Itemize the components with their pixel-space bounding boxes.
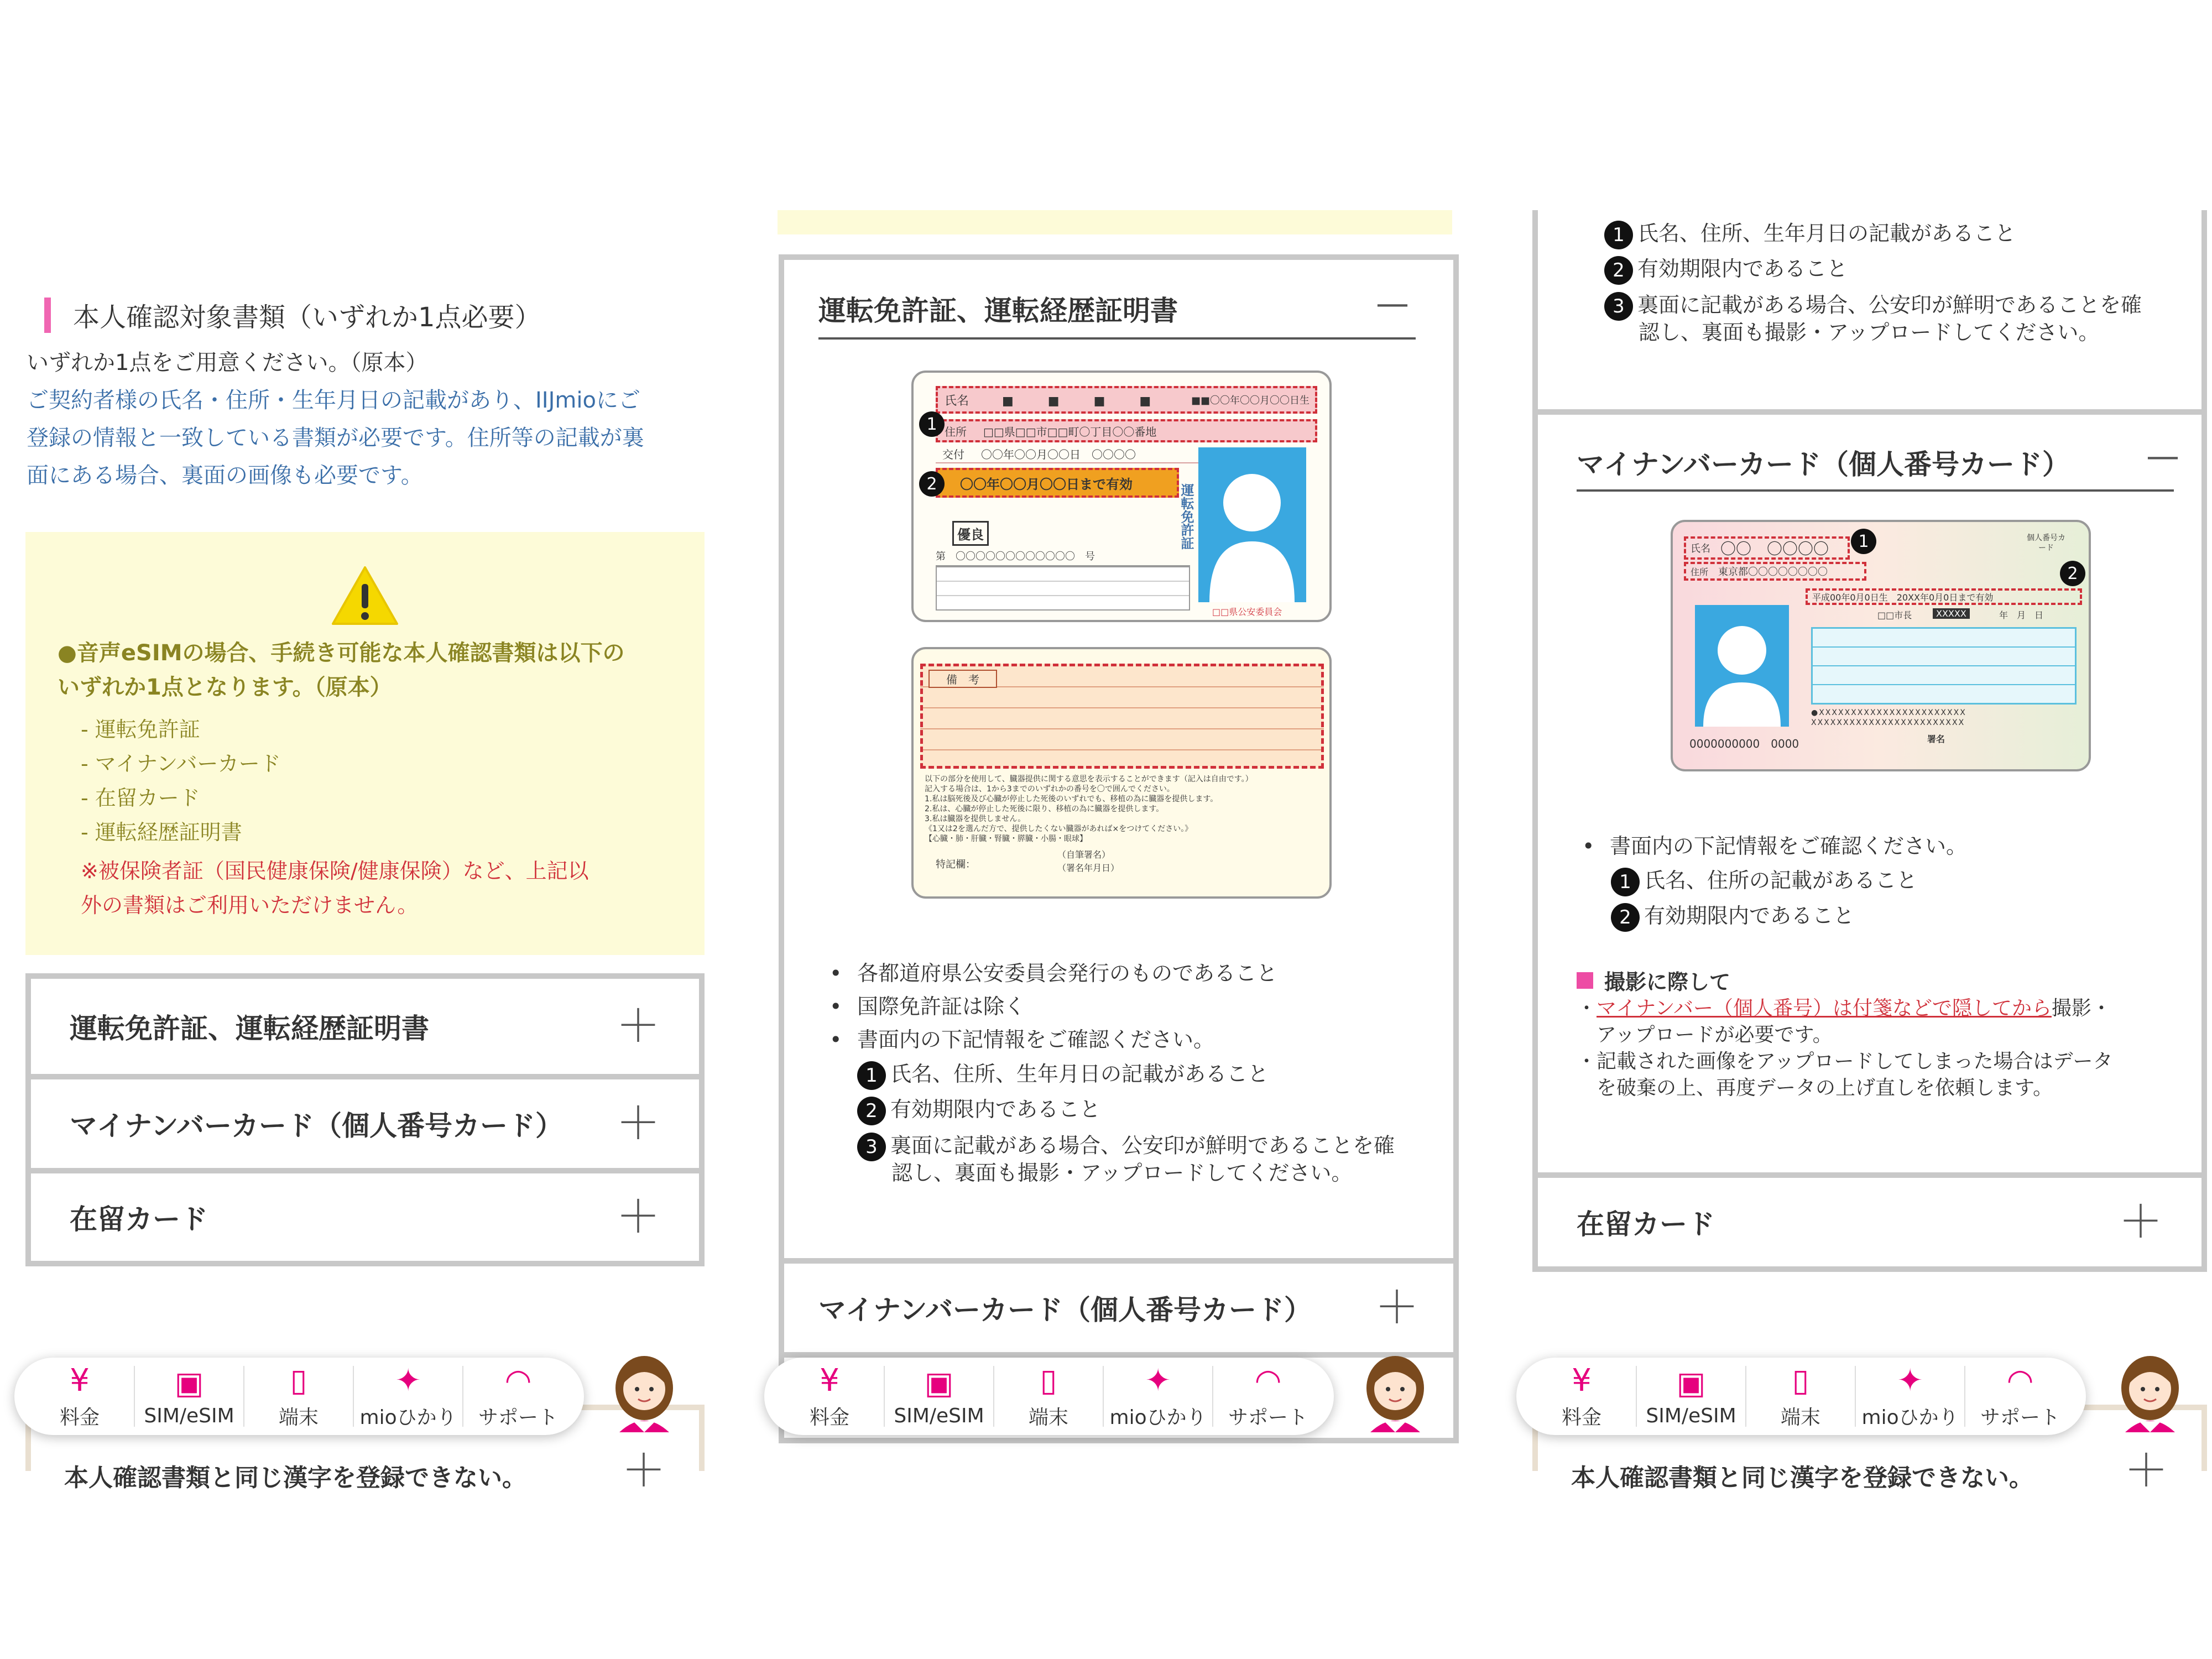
list-item: - 運転免許証 <box>81 717 200 742</box>
check-text: 氏名、住所の記載があること <box>1644 868 1918 893</box>
mynumber-name-value: 〇〇 〇〇〇〇 <box>1720 540 1829 558</box>
accordion-title[interactable]: 運転免許証、運転経歴証明書 <box>818 295 1178 327</box>
mynumber-mask: XXXXX <box>1933 608 1970 619</box>
nav-label: mioひかり <box>1109 1406 1207 1429</box>
mynumber-photo <box>1695 605 1789 727</box>
tokki-label: 特記欄： <box>936 859 975 870</box>
faq-row-label: 本人確認書類と同じ漢字を登録できない。 <box>1571 1464 2033 1492</box>
sign-date-label: （署名年月日） <box>1057 863 1120 873</box>
warning-heading-line-1: ●音声eSIMの場合、手続き可能な本人確認書類は以下の <box>58 640 625 666</box>
sign-label: （自筆署名） <box>1057 849 1111 860</box>
accordion-label: マイナンバーカード（個人番号カード） <box>70 1110 563 1142</box>
license-address-value: □□県□□市□□町〇丁目〇〇番地 <box>983 425 1157 439</box>
photo-note-text: を破棄の上、再度データの上げ直しを依頼します。 <box>1597 1077 2053 1099</box>
nav-label: SIM/eSIM <box>144 1404 234 1427</box>
plus-icon: ＋ <box>1375 1282 1419 1333</box>
license-birth: ■■〇〇年〇〇月〇〇日生 <box>1191 395 1310 406</box>
label: 氏名 <box>1691 543 1710 555</box>
mynumber-hide-link[interactable]: マイナンバー（個人番号）は付箋などで隠してから <box>1597 997 2052 1020</box>
accordion-residence-card[interactable] <box>1538 1178 2201 1266</box>
license-photo <box>1198 447 1306 602</box>
minus-icon[interactable]: — <box>2146 437 2179 476</box>
label: 住所 <box>1691 566 1709 577</box>
warning-note <box>81 854 589 922</box>
bottom-nav <box>764 1358 1334 1435</box>
mynumber-requirements <box>1582 830 1967 863</box>
check-text: 認し、裏面も撮影・アップロードしてください。 <box>1639 320 2100 345</box>
screenshot-panel-3 <box>1511 0 2212 1659</box>
screenshot-panel-2 <box>759 0 1478 1659</box>
nav-item-support[interactable] <box>1965 1362 2075 1429</box>
mynumber-accordion-open <box>1532 210 2207 1272</box>
mynumber-address-row <box>1684 562 1866 581</box>
text-line: 《1又は2を選んだ方で、提供したくない臓器があれば×をつけてください。》 <box>925 825 1193 833</box>
text-line: 【心臓・肺・肝臓・腎臓・膵臓・小腸・眼球】 <box>925 834 1087 843</box>
nav-label: 料金 <box>60 1406 100 1429</box>
plus-icon: ＋ <box>616 1000 660 1052</box>
document-accordion <box>25 973 705 1266</box>
title-underline <box>818 337 1416 340</box>
license-valid-row: 〇〇年〇〇月〇〇日まで有効 <box>936 468 1179 498</box>
photo-heading <box>1577 965 1730 995</box>
text-line: XXXXXXXXXXXXXXXXXXXXXXXX <box>1811 718 1965 727</box>
faq-row-label: 本人確認書類と同じ漢字を登録できない。 <box>64 1464 526 1492</box>
plus-icon: ＋ <box>2124 1445 2168 1496</box>
marker-1-icon: 1 <box>1851 529 1876 554</box>
nav-item-sim[interactable] <box>1637 1366 1746 1427</box>
warning-note-line-1: ※被保険者証（国民健康保険/健康保険）など、上記以 <box>81 859 589 883</box>
bottom-nav <box>14 1358 584 1435</box>
accordion-mynumber[interactable] <box>31 1079 699 1168</box>
check-text: 裏面に記載がある場合、公安印が鮮明であることを確 <box>1637 293 2142 317</box>
nav-label: サポート <box>1980 1406 2060 1429</box>
license-requirements <box>830 957 1277 1056</box>
mynumber-sign-label: 署名 <box>1927 734 1945 744</box>
sim-card-icon: ▣ <box>1676 1365 1706 1401</box>
number-3-icon: 3 <box>1604 292 1633 321</box>
list-item: • 各都道府県公安委員会発行のものであること <box>830 957 1277 990</box>
person-silhouette-icon <box>1695 605 1789 727</box>
headset-icon: ◠ <box>2006 1362 2034 1399</box>
sparkle-icon: ✦ <box>1897 1362 1923 1399</box>
marker-1-icon: 1 <box>919 411 945 437</box>
license-check-list <box>857 1056 1395 1185</box>
photo-note-text: 撮影・ <box>2051 997 2111 1020</box>
phone-icon: ▯ <box>1040 1362 1057 1399</box>
intro-text: いずれか1点をご用意ください。（原本） <box>27 350 428 375</box>
license-accordion-open <box>779 254 1459 1443</box>
mynumber-address-value: 東京都〇〇〇〇〇〇〇〇 <box>1718 566 1828 578</box>
mynumber-check-list <box>1611 863 1917 933</box>
license-address-row <box>936 419 1317 442</box>
support-avatar-icon[interactable] <box>603 1349 686 1432</box>
check-text: 氏名、住所、生年月日の記載があること <box>890 1062 1269 1086</box>
text-line: 以下の部分を使用して、臓器提供に関する意思を表示することができます（記入は自由です。） <box>925 775 1253 784</box>
remarks-label: 備 考 <box>928 670 997 688</box>
yen-icon: ¥ <box>820 1362 839 1399</box>
license-front-illustration <box>911 371 1332 622</box>
sparkle-icon: ✦ <box>395 1362 421 1399</box>
section-title-marker <box>44 298 51 333</box>
text-line: 3.私は臓器を提供しません。 <box>925 815 1026 823</box>
accordion-mynumber[interactable] <box>784 1264 1453 1352</box>
number-1-icon: 1 <box>857 1061 886 1090</box>
plus-icon: ＋ <box>616 1098 660 1149</box>
license-name-row <box>936 386 1317 414</box>
warning-heading-line-2: いずれか1点となります。（原本） <box>58 675 392 700</box>
license-back-remarks <box>920 664 1324 769</box>
license-category-table <box>936 566 1190 611</box>
nav-label: サポート <box>478 1406 559 1429</box>
section-title <box>44 296 541 334</box>
label: 交付 <box>942 447 964 461</box>
support-avatar-icon[interactable] <box>1354 1349 1437 1432</box>
license-yuryo-badge: 優良 <box>952 521 989 546</box>
plus-icon: ＋ <box>2119 1196 2163 1248</box>
headset-icon: ◠ <box>504 1362 532 1399</box>
check-text: 認し、裏面も撮影・アップロードしてください。 <box>891 1161 1353 1185</box>
label: 氏名 <box>945 394 969 408</box>
mynumber-card-illustration <box>1671 520 2091 771</box>
number-3-icon: 3 <box>857 1133 886 1161</box>
warning-heading <box>58 636 625 705</box>
screenshot-panel-1 <box>0 0 737 1659</box>
nav-item-support[interactable] <box>463 1362 573 1429</box>
nav-label: mioひかり <box>1861 1406 1959 1429</box>
nav-label: 端末 <box>1029 1406 1069 1429</box>
text-line: 2.私は、心臓が停止した死後に限り、移植の為に臓器を提供します。 <box>925 805 1164 813</box>
sparkle-icon: ✦ <box>1145 1362 1171 1399</box>
accordion-license[interactable] <box>31 979 699 1074</box>
text-line: 1.私は脳死後及び心臓が停止した死後のいずれでも、移植の為に臓器を提供します。 <box>925 795 1218 804</box>
mynumber-ymd: 年 月 日 <box>1999 610 2044 620</box>
number-1-icon: 1 <box>1604 221 1633 249</box>
organ-donation-text <box>925 774 1323 844</box>
nav-label: サポート <box>1228 1406 1308 1429</box>
license-commission: □□県公安委員会 <box>1212 607 1282 617</box>
bottom-nav <box>1516 1358 2086 1435</box>
nav-label: 端末 <box>279 1406 319 1429</box>
number-2-icon: 2 <box>857 1097 886 1125</box>
nav-label: 端末 <box>1781 1406 1821 1429</box>
number-2-icon: 2 <box>1611 903 1640 932</box>
accordion-label: 在留カード <box>1577 1208 1715 1240</box>
support-avatar-icon[interactable] <box>2109 1349 2192 1432</box>
mynumber-valid-row: 平成00年0月0日生 20XX年0月0日まで有効 <box>1806 588 2082 605</box>
list-item: • 書面内の下記情報をご確認ください。 <box>830 1023 1277 1056</box>
divider <box>784 1258 1453 1264</box>
license-number: 第 〇〇〇〇〇〇〇〇〇〇〇〇 号 <box>936 549 1190 566</box>
license-name-value: ■ ■ ■ ■ <box>1002 394 1162 408</box>
requirement-line-1: ご契約者様の氏名・住所・生年月日の記載があり、IIJmioにご <box>27 388 640 413</box>
nav-item-hikari[interactable] <box>1856 1362 1965 1429</box>
mynumber-xx-rows <box>1811 708 1966 728</box>
list-item: - 在留カード <box>81 786 200 810</box>
sim-card-icon: ▣ <box>174 1365 204 1401</box>
accordion-title[interactable]: マイナンバーカード（個人番号カード） <box>1577 448 2070 481</box>
phone-icon: ▯ <box>1792 1362 1809 1399</box>
warning-icon <box>331 565 399 626</box>
warning-note-line-2: 外の書類はご利用いただけません。 <box>81 893 419 917</box>
divider <box>31 1168 699 1173</box>
accordion-residence-card[interactable] <box>31 1173 699 1261</box>
heading-marker <box>1577 972 1593 989</box>
nav-label: 料金 <box>810 1406 850 1429</box>
divider <box>1538 409 2201 415</box>
yen-icon: ¥ <box>70 1362 90 1399</box>
nav-item-sim[interactable] <box>885 1366 994 1427</box>
license-check-list-cont <box>1604 216 2142 344</box>
divider <box>784 1352 1453 1358</box>
license-back-illustration <box>911 647 1332 899</box>
requirement-line-3: 面にある場合、裏面の画像も必要です。 <box>27 463 423 488</box>
accordion-label: マイナンバーカード（個人番号カード） <box>818 1294 1312 1326</box>
nav-item-price[interactable] <box>25 1362 135 1429</box>
mynumber-number: 0000000000 0000 <box>1689 737 1799 750</box>
license-issue-row <box>936 445 1212 463</box>
title-underline <box>1577 489 2174 492</box>
number-1-icon: 1 <box>1611 868 1640 896</box>
nav-item-price[interactable] <box>1527 1362 1637 1429</box>
number-2-icon: 2 <box>1604 256 1633 285</box>
text-line: 記入する場合は、1から3までのいずれかの番号を〇で囲んでください。 <box>925 785 1175 794</box>
nav-label: SIM/eSIM <box>1646 1404 1736 1427</box>
nav-label: mioひかり <box>359 1406 457 1429</box>
nav-label: 料金 <box>1562 1406 1602 1429</box>
plus-icon: ＋ <box>616 1191 660 1243</box>
photo-heading-text: 撮影に際して <box>1604 970 1731 994</box>
accordion-label: 在留カード <box>70 1203 208 1235</box>
check-text: 氏名、住所、生年月日の記載があること <box>1637 221 2016 246</box>
license-side-text: 運転免許証 <box>1178 483 1194 550</box>
check-text: 有効期限内であること <box>890 1097 1101 1121</box>
list-item: - 運転経歴証明書 <box>81 820 242 844</box>
license-issue-value: 〇〇年〇〇月〇〇日 〇〇〇〇 <box>981 447 1136 461</box>
warning-box-bottom-edge <box>778 210 1452 234</box>
check-text: 有効期限内であること <box>1637 257 1848 281</box>
label: 住所 <box>945 425 967 439</box>
nav-item-hikari[interactable] <box>1104 1362 1213 1429</box>
mynumber-info-box <box>1811 627 2077 705</box>
divider <box>1538 1172 2201 1178</box>
nav-label: SIM/eSIM <box>894 1404 984 1427</box>
marker-2-icon: 2 <box>919 471 945 497</box>
accordion-label: 運転免許証、運転経歴証明書 <box>70 1013 429 1045</box>
list-item: • 国際免許証は除く <box>830 990 1277 1023</box>
person-silhouette-icon <box>1198 447 1306 602</box>
nav-item-device[interactable] <box>1746 1362 1856 1429</box>
requirement-line-2: 登録の情報と一致している書類が必要です。住所等の記載が裏 <box>27 425 644 451</box>
section-title-text: 本人確認対象書類（いずれか1点必要） <box>73 302 541 333</box>
mynumber-name-row <box>1684 536 1850 560</box>
check-text: 裏面に記載がある場合、公安印が鮮明であることを確 <box>890 1133 1395 1158</box>
photo-notes: ・マイナンバー（個人番号）は付箋などで隠してから撮影・ アップロードが必要です。 ・記載された画像をアップロードしてしまった場合はデータ を破棄の上、再度データの上げ直しを依頼します。 <box>1577 995 2196 1102</box>
nav-item-device[interactable] <box>994 1362 1104 1429</box>
nav-item-support[interactable] <box>1213 1362 1323 1429</box>
check-text: 有効期限内であること <box>1644 904 1855 928</box>
nav-item-sim[interactable] <box>135 1366 244 1427</box>
list-item: - マイナンバーカード <box>81 752 281 776</box>
nav-item-hikari[interactable] <box>354 1362 463 1429</box>
nav-item-price[interactable] <box>775 1362 885 1429</box>
text-line: ●XXXXXXXXXXXXXXXXXXXXXXX <box>1811 708 1966 717</box>
yen-icon: ¥ <box>1572 1362 1592 1399</box>
mynumber-badge: 個人番号カード <box>2027 534 2065 552</box>
divider <box>31 1074 699 1079</box>
esim-warning-box <box>25 532 705 955</box>
warning-doc-list <box>81 712 281 849</box>
nav-item-device[interactable] <box>244 1362 354 1429</box>
signature-area <box>1057 848 1119 875</box>
phone-icon: ▯ <box>290 1362 307 1399</box>
list-item: • 書面内の下記情報をご確認ください。 <box>1582 830 1967 863</box>
minus-icon[interactable]: — <box>1376 284 1409 323</box>
sim-card-icon: ▣ <box>924 1365 954 1401</box>
photo-note-text: ・記載された画像をアップロードしてしまった場合はデータ <box>1577 1050 2113 1073</box>
headset-icon: ◠ <box>1254 1362 1282 1399</box>
photo-note-text: アップロードが必要です。 <box>1597 1024 1833 1046</box>
marker-2-icon: 2 <box>2060 561 2085 586</box>
plus-icon: ＋ <box>622 1445 666 1496</box>
mynumber-city: □□市長 <box>1877 610 1912 620</box>
